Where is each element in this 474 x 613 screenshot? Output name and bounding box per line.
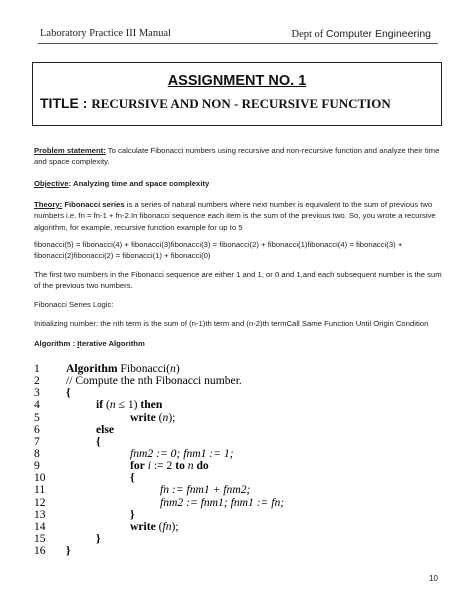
header-department <box>292 28 431 40</box>
algo-heading-label: Algorithm <box>34 339 71 348</box>
problem-text: To calculate Fibonacci numbers using recursive and non-recursive function and analyze their time and space complexity. <box>34 146 440 167</box>
theory-text: is a series of natural numbers where next number is equivalent to the sum of previous two numbers i.e. fn = fn-1 + fn-2.In fibonacci sequence each item is the sum of the previous two. So, you wrote a recursive algorithm, for example, recursive function example for up to 5 <box>34 200 436 232</box>
code-open: ( <box>155 410 163 424</box>
keyword-write: write <box>130 519 156 533</box>
algo-close: ) <box>175 362 180 375</box>
code-brace: } <box>130 507 135 521</box>
keyword-to: to <box>175 459 185 473</box>
keyword-write: write <box>130 410 156 424</box>
header-rule <box>38 43 438 44</box>
code-line <box>34 436 454 448</box>
algorithm-listing <box>34 363 454 557</box>
code-open: ( <box>155 519 163 533</box>
problem-label: Problem statement: <box>34 146 106 155</box>
objective-text: : Analyzing time and space complexity <box>68 179 210 188</box>
code-brace: { <box>66 386 71 400</box>
code-line <box>34 497 454 509</box>
code-cond: ≤ 1) <box>115 398 141 412</box>
initializing-text: Initializing number: the nth term is the sum of (n-1)th term and (n-2)th termCall Same Function Until Origin Condition <box>34 319 429 328</box>
title-text: RECURSIVE AND NON - RECURSIVE FUNCTION <box>91 96 391 111</box>
code-assign: fnm2 := fnm1; fnm1 := fn; <box>160 495 285 509</box>
code-brace: { <box>130 471 135 485</box>
code-assign-op: := 2 <box>150 459 176 473</box>
line-number: 9 <box>34 459 40 473</box>
code-comment: // Compute the nth Fibonacci number. <box>66 374 242 388</box>
code-brace: } <box>66 544 71 558</box>
code-line <box>34 545 454 557</box>
line-number: 16 <box>34 544 46 558</box>
algo-heading-sep: : <box>70 339 78 348</box>
problem-statement <box>34 145 442 168</box>
algo-arg: n <box>170 362 176 375</box>
title-label: TITLE : <box>40 95 92 111</box>
line-number: 12 <box>34 495 46 509</box>
line-number: 8 <box>34 446 40 460</box>
line-number: 14 <box>34 519 46 533</box>
code-brace: } <box>96 531 101 545</box>
algo-name: Fibonacci( <box>117 362 171 375</box>
keyword-then: then <box>140 398 163 412</box>
fibonacci-example: fibonacci(5) = fibonacci(4) + fibonacci(3)fibonacci(3) = fibonacci(2) + fibonacci(1)fibonacci(4) = fibonacci(3) + fibonacci(2)fibonacci(2) = fibonacci(1) + fibonacci(0) <box>34 240 403 261</box>
code-line <box>34 399 454 411</box>
code-line <box>34 412 454 424</box>
theory <box>34 199 442 233</box>
line-number: 2 <box>34 374 40 388</box>
keyword-else: else <box>96 422 115 436</box>
code-line <box>34 375 454 387</box>
code-assign: fnm2 := 0; fnm1 := 1; <box>130 446 234 460</box>
theory-label: Theory: <box>34 200 63 209</box>
code-var: n <box>184 459 194 473</box>
code-var: n <box>162 410 169 424</box>
line-number: 1 <box>34 362 40 375</box>
theory-term: Fibonacci series <box>62 200 125 209</box>
header-dept-prefix: Dept of <box>291 29 326 40</box>
algo-heading-letter: I <box>77 339 80 348</box>
keyword-for: for <box>130 459 145 473</box>
code-open: ( <box>103 398 110 412</box>
code-line <box>34 448 454 460</box>
line-number: 11 <box>34 483 46 497</box>
code-line <box>34 509 454 521</box>
line-number: 13 <box>34 507 46 521</box>
header-manual-title: Laboratory Practice III Manual <box>40 28 171 39</box>
assignment-box <box>32 62 442 126</box>
line-number: 5 <box>34 410 40 424</box>
header-dept-name: Computer Engineering <box>325 28 431 40</box>
code-close: ); <box>171 519 179 533</box>
keyword-if: if <box>96 398 104 412</box>
code-var: i <box>144 459 151 473</box>
algo-heading-rest: terative Algorithm <box>79 339 145 348</box>
assignment-heading: ASSIGNMENT NO. 1 <box>167 73 307 89</box>
code-brace: { <box>96 434 101 448</box>
line-number: 4 <box>34 398 40 412</box>
code-var: n <box>109 398 116 412</box>
logic-heading: Fibonacci Series Logic: <box>34 300 114 309</box>
code-close: ); <box>168 410 176 424</box>
page-number: 10 <box>429 574 438 583</box>
code-line <box>34 460 454 472</box>
line-number: 15 <box>34 531 46 545</box>
code-assign: fn := fnm1 + fnm2; <box>160 483 251 497</box>
line-number: 10 <box>34 471 46 485</box>
algorithm-heading <box>34 338 442 349</box>
assignment-title <box>40 95 391 112</box>
line-number: 7 <box>34 434 40 448</box>
line-number: 3 <box>34 386 40 400</box>
objective <box>34 178 442 189</box>
keyword-algorithm: Algorithm <box>66 362 118 375</box>
first-two-numbers: The first two numbers in the Fibonacci sequence are either 1 and 1, or 0 and 1,and each subsequent number is the sum of the previous two numbers. <box>34 270 442 291</box>
code-line <box>34 484 454 496</box>
objective-label: Objective <box>34 179 69 188</box>
code-line <box>34 533 454 545</box>
code-var: fn <box>162 519 172 533</box>
line-number: 6 <box>34 422 40 436</box>
keyword-do: do <box>193 459 209 473</box>
